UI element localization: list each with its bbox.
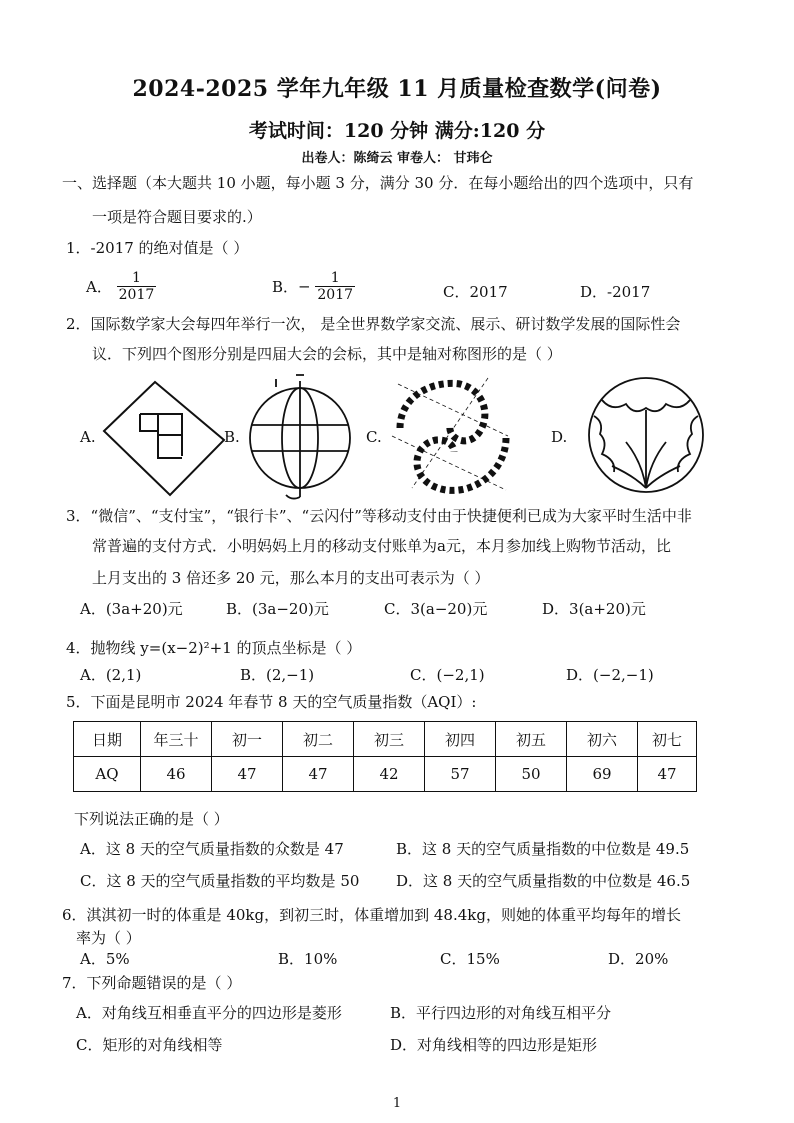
table-header-cell: 初一 <box>212 722 283 757</box>
question-3-line2: 常普遍的支付方式．小明妈妈上月的移动支付账单为a元，本月参加线上购物节活动，比 <box>92 537 671 555</box>
table-cell: 69 <box>567 757 638 792</box>
question-1-option-a: A． $\frac{1}{2017}$ <box>86 270 155 303</box>
question-6-option-d: D．20% <box>608 950 669 968</box>
question-1-option-c: C．2017 <box>443 283 508 301</box>
section-heading-cont: 一项是符合题目要求的.） <box>92 208 262 226</box>
question-4-option-b: B．(2,−1) <box>240 666 315 684</box>
table-header-cell: 初四 <box>425 722 496 757</box>
question-3-option-b: B．(3a−20)元 <box>226 600 329 618</box>
question-6-option-c: C．15% <box>440 950 500 968</box>
question-6-option-a: A．5% <box>80 950 130 968</box>
logo-figure-c <box>388 376 518 498</box>
question-7-option-c: C．矩形的对角线相等 <box>76 1036 223 1054</box>
question-2-option-d: D. <box>551 428 568 446</box>
question-3-line1: 3．“微信”、“支付宝”，“银行卡”、“云闪付”等移动支付由于快捷便利已成为大家平时生活中非 <box>66 507 692 525</box>
table-cell: 47 <box>212 757 283 792</box>
table-header-row <box>74 722 697 757</box>
question-5-option-d: D．这 8 天的空气质量指数的中位数是 46.5 <box>396 872 691 890</box>
question-6-line1: 6．淇淇初一时的体重是 40kg，到初三时，体重增加到 48.4kg，则她的体重平均每年的增长 <box>62 906 681 924</box>
question-5-option-b: B．这 8 天的空气质量指数的中位数是 49.5 <box>396 840 690 858</box>
section-heading: 一、选择题（本大题共 10 小题，每小题 3 分，满分 30 分．在每小题给出的四个选项中，只有 <box>62 174 694 192</box>
page-title: 2024-2025 学年九年级 11 月质量检查数学(问卷) <box>132 76 662 102</box>
fraction: $\frac{1}{2017}$ <box>118 270 155 303</box>
logo-figure-b <box>246 373 356 503</box>
question-5-prompt: 下列说法正确的是（ ） <box>74 810 229 828</box>
question-5-option-c: C．这 8 天的空气质量指数的平均数是 50 <box>80 872 360 890</box>
question-2-line2: 议．下列四个图形分别是四届大会的会标，其中是轴对称图形的是（ ） <box>92 345 562 363</box>
table-cell: 46 <box>141 757 212 792</box>
question-3-option-c: C．3(a−20)元 <box>384 600 488 618</box>
table-header-cell: 日期 <box>74 722 141 757</box>
question-1-option-b: B．− $\frac{1}{2017}$ <box>272 270 354 303</box>
table-cell: 47 <box>283 757 354 792</box>
table-header-cell: 初七 <box>638 722 697 757</box>
table-cell: 42 <box>354 757 425 792</box>
table-header-cell: 初六 <box>567 722 638 757</box>
question-2-option-a: A. <box>80 428 96 446</box>
question-4-option-c: C．(−2,1) <box>410 666 485 684</box>
logo-figure-a <box>100 378 230 498</box>
table-cell: 57 <box>425 757 496 792</box>
table-row <box>74 757 697 792</box>
table-cell: 47 <box>638 757 697 792</box>
question-3-option-d: D．3(a+20)元 <box>542 600 646 618</box>
table-header-cell: 年三十 <box>141 722 212 757</box>
question-7-option-d: D．对角线相等的四边形是矩形 <box>390 1036 598 1054</box>
question-4-option-a: A．(2,1) <box>80 666 142 684</box>
question-2-option-b: B. <box>224 428 240 446</box>
question-1-option-d: D．-2017 <box>580 283 651 301</box>
question-7-option-b: B．平行四边形的对角线互相平分 <box>390 1004 612 1022</box>
table-cell: AQ <box>74 757 141 792</box>
question-7-option-a: A．对角线互相垂直平分的四边形是菱形 <box>76 1004 342 1022</box>
table-header-cell: 初五 <box>496 722 567 757</box>
fraction: $\frac{1}{2017}$ <box>317 270 354 303</box>
table-header-cell: 初二 <box>283 722 354 757</box>
table-cell: 50 <box>496 757 567 792</box>
exam-info: 考试时间：120 分钟 满分:120 分 <box>248 120 546 142</box>
question-5-option-a: A．这 8 天的空气质量指数的众数是 47 <box>80 840 344 858</box>
question-5-stem: 5．下面是昆明市 2024 年春节 8 天的空气质量指数（AQI）: <box>66 693 477 711</box>
question-2-option-c: C. <box>366 428 382 446</box>
question-2-line1: 2．国际数学家大会每四年举行一次， 是全世界数学家交流、展示、研讨数学发展的国际性会 <box>66 315 681 333</box>
question-4-stem: 4．抛物线 y=(x−2)²+1 的顶点坐标是（ ） <box>66 639 362 657</box>
page-number: 1 <box>392 1096 402 1111</box>
question-6-line2: 率为（ ） <box>76 929 141 947</box>
authors-line: 出卷人：陈绮云 审卷人： 甘玮仑 <box>301 151 493 166</box>
question-3-line3: 上月支出的 3 倍还多 20 元，那么本月的支出可表示为（ ） <box>92 569 490 587</box>
question-1-stem: 1．-2017 的绝对值是（ ） <box>66 239 249 257</box>
aqi-table <box>73 721 697 792</box>
question-4-option-d: D．(−2,−1) <box>566 666 654 684</box>
question-3-option-a: A．(3a+20)元 <box>80 600 183 618</box>
table-header-cell: 初三 <box>354 722 425 757</box>
question-6-option-b: B．10% <box>278 950 338 968</box>
question-7-stem: 7．下列命题错误的是（ ） <box>62 974 242 992</box>
logo-figure-d <box>574 376 718 494</box>
